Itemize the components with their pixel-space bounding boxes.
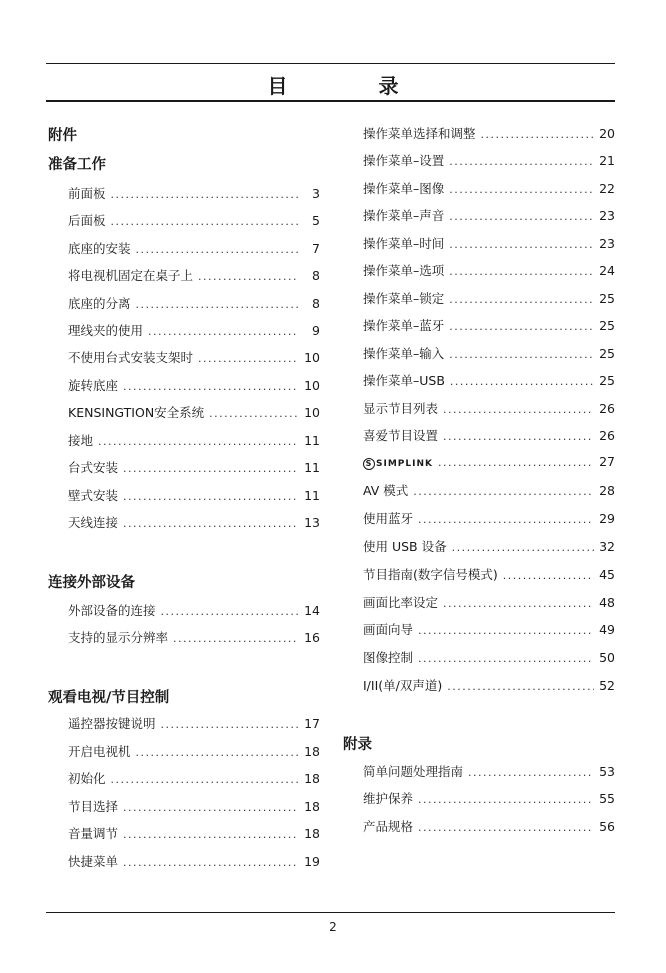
- toc-entry-label: 操作菜单选择和调整: [363, 126, 476, 141]
- dot-leader: [123, 856, 299, 869]
- toc-entry-label: 不使用台式安装支架时: [68, 350, 194, 365]
- toc-entry[interactable]: [363, 289, 615, 307]
- toc-entry-label: 操作菜单–设置: [363, 153, 445, 168]
- toc-entry-label: 使用蓝牙: [363, 511, 414, 526]
- toc-entry[interactable]: [363, 676, 615, 694]
- toc-entry-page: 32: [599, 539, 615, 554]
- dot-leader: [173, 632, 299, 645]
- toc-entry-page: 11: [304, 488, 320, 503]
- dot-leader: [449, 265, 594, 278]
- dot-leader: [123, 462, 299, 475]
- toc-entry[interactable]: [68, 239, 320, 257]
- toc-entry-page: 8: [312, 268, 320, 283]
- dot-leader: [418, 793, 594, 806]
- toc-entry-page: 25: [599, 291, 615, 306]
- toc-entry-label: 操作菜单–蓝牙: [363, 318, 445, 333]
- toc-entry-label: 产品规格: [363, 819, 414, 834]
- toc-entry-page: 26: [599, 401, 615, 416]
- toc-entry[interactable]: [68, 742, 320, 760]
- toc-entry-page: 11: [304, 460, 320, 475]
- dot-leader: [418, 652, 594, 665]
- toc-entry[interactable]: [363, 206, 615, 224]
- toc-entry-label: 底座的分离: [68, 296, 131, 311]
- toc-entry[interactable]: [363, 316, 615, 334]
- toc-entry-label: 显示节目列表: [363, 401, 439, 416]
- toc-entry[interactable]: [363, 261, 615, 279]
- toc-entry-page: 16: [304, 630, 320, 645]
- toc-entry-label: I/II(单/双声道): [363, 678, 443, 693]
- toc-entry-label: 操作菜单–USB: [363, 373, 445, 388]
- toc-entry-label: 喜爱节目设置: [363, 428, 439, 443]
- toc-entry-label: 遥控器按键说明: [68, 716, 156, 731]
- dot-leader: [449, 183, 594, 196]
- toc-entry-page: 5: [312, 213, 320, 228]
- toc-entry-label: 操作菜单–输入: [363, 346, 445, 361]
- toc-entry[interactable]: [363, 648, 615, 666]
- toc-entry-label: 支持的显示分辨率: [68, 630, 169, 645]
- dot-leader: [123, 828, 299, 841]
- toc-entry[interactable]: [363, 426, 615, 444]
- dot-leader: [449, 155, 594, 168]
- toc-entry-simplink[interactable]: [363, 454, 615, 472]
- toc-entry-label: 初始化: [68, 771, 106, 786]
- toc-entry-page: 18: [304, 771, 320, 786]
- toc-entry-page: 18: [304, 744, 320, 759]
- toc-entry[interactable]: [363, 565, 615, 583]
- toc-entry-label: 画面比率设定: [363, 595, 439, 610]
- toc-entry-page: 55: [599, 791, 615, 806]
- toc-entry[interactable]: [68, 797, 320, 815]
- dot-leader: [136, 298, 299, 311]
- toc-entry-page: 22: [599, 181, 615, 196]
- dot-leader: [198, 352, 299, 365]
- toc-entry[interactable]: [68, 403, 320, 421]
- toc-entry[interactable]: [363, 124, 615, 142]
- section-title-external-devices[interactable]: 连接外部设备: [48, 575, 135, 591]
- dot-leader: [449, 210, 594, 223]
- dot-leader: [111, 215, 299, 228]
- toc-entry-page: 50: [599, 650, 615, 665]
- toc-entry-label: 画面向导: [363, 622, 414, 637]
- toc-entry-label: KENSINGTION安全系统: [68, 405, 205, 420]
- toc-entry-label: 维护保养: [363, 791, 414, 806]
- toc-entry[interactable]: [363, 509, 615, 527]
- toc-entry[interactable]: [363, 481, 615, 499]
- toc-entry[interactable]: [68, 769, 320, 787]
- toc-entry-label: 接地: [68, 433, 94, 448]
- toc-entry[interactable]: [363, 762, 615, 780]
- dot-leader: [481, 128, 594, 141]
- toc-entry-page: 14: [304, 603, 320, 618]
- toc-entry-label: 开启电视机: [68, 744, 131, 759]
- dot-leader: [449, 320, 594, 333]
- page-number: 2: [329, 920, 337, 934]
- section-title-tv-control[interactable]: 观看电视/节目控制: [48, 690, 170, 706]
- toc-entry[interactable]: [363, 537, 615, 555]
- toc-entry-label: 底座的安装: [68, 241, 131, 256]
- toc-entry-page: 45: [599, 567, 615, 582]
- toc-entry[interactable]: [68, 486, 320, 504]
- toc-entry-label: 操作菜单–选项: [363, 263, 445, 278]
- toc-entry-label: 操作菜单–时间: [363, 236, 445, 251]
- dot-leader: [450, 375, 594, 388]
- toc-entry-label: 使用 USB 设备: [363, 539, 447, 554]
- dot-leader: [209, 407, 299, 420]
- toc-entry-label: 图像控制: [363, 650, 414, 665]
- toc-entry-page: 25: [599, 318, 615, 333]
- toc-entry[interactable]: [68, 601, 320, 619]
- section-title-appendix[interactable]: 附录: [343, 737, 372, 753]
- dot-leader: [503, 569, 594, 582]
- toc-entry[interactable]: [363, 817, 615, 835]
- dot-leader: [123, 490, 299, 503]
- toc-entry-page: 29: [599, 511, 615, 526]
- toc-entry-page: 56: [599, 819, 615, 834]
- toc-entry-page: 21: [599, 153, 615, 168]
- toc-entry-label: 操作菜单–图像: [363, 181, 445, 196]
- toc-entry[interactable]: [363, 399, 615, 417]
- dot-leader: [136, 746, 299, 759]
- dot-leader: [111, 773, 299, 786]
- dot-leader: [136, 243, 299, 256]
- dot-leader: [449, 238, 594, 251]
- toc-entry-label: 操作菜单–锁定: [363, 291, 445, 306]
- top-rule-thick: [46, 100, 615, 102]
- dot-leader: [418, 624, 594, 637]
- toc-entry-page: 28: [599, 483, 615, 498]
- toc-entry-label: 旋转底座: [68, 378, 119, 393]
- toc-entry-label: 台式安装: [68, 460, 119, 475]
- toc-entry-label: 快捷菜单: [68, 854, 119, 869]
- toc-entry-label: 简单问题处理指南: [363, 764, 464, 779]
- toc-entry[interactable]: [68, 513, 320, 531]
- dot-leader: [98, 435, 299, 448]
- toc-entry-label: 节目指南(数字信号模式): [363, 567, 498, 582]
- toc-entry-label: 壁式安装: [68, 488, 119, 503]
- toc-entry-page: 52: [599, 678, 615, 693]
- toc-entry-label: 后面板: [68, 213, 106, 228]
- dot-leader: [123, 801, 299, 814]
- toc-entry-page: 10: [304, 405, 320, 420]
- toc-entry[interactable]: [68, 266, 320, 284]
- toc-entry-page: 49: [599, 622, 615, 637]
- toc-entry[interactable]: [68, 348, 320, 366]
- dot-leader: [123, 517, 299, 530]
- simplink-logo: [363, 458, 433, 470]
- dot-leader: [418, 513, 594, 526]
- page-title: 目 录: [267, 74, 441, 98]
- toc-entry[interactable]: [68, 376, 320, 394]
- dot-leader: [443, 597, 594, 610]
- toc-entry-page: 25: [599, 373, 615, 388]
- toc-entry-page: 23: [599, 236, 615, 251]
- toc-entry[interactable]: [363, 234, 615, 252]
- toc-entry-page: 25: [599, 346, 615, 361]
- toc-entry-label: 理线夹的使用: [68, 323, 144, 338]
- toc-entry[interactable]: [68, 714, 320, 732]
- dot-leader: [413, 485, 594, 498]
- toc-entry[interactable]: [68, 458, 320, 476]
- toc-entry[interactable]: [68, 628, 320, 646]
- toc-entry-page: 24: [599, 263, 615, 278]
- simplink-ring-icon: S: [363, 458, 375, 470]
- toc-entry-label: 天线连接: [68, 515, 119, 530]
- bottom-rule: [46, 912, 615, 913]
- toc-entry-label: 节目选择: [68, 799, 119, 814]
- toc-entry-page: 18: [304, 826, 320, 841]
- toc-entry[interactable]: [68, 184, 320, 202]
- toc-entry-label: AV 模式: [363, 483, 409, 498]
- toc-entry-page: 27: [599, 454, 615, 469]
- dot-leader: [148, 325, 299, 338]
- toc-entry[interactable]: [68, 431, 320, 449]
- dot-leader: [443, 430, 594, 443]
- top-rule-thin: [46, 63, 615, 64]
- simplink-logo-text: SIMPLINK: [376, 459, 433, 469]
- toc-entry[interactable]: [363, 789, 615, 807]
- dot-leader: [123, 380, 299, 393]
- toc-entry[interactable]: [363, 371, 615, 389]
- toc-entry[interactable]: [68, 294, 320, 312]
- dot-leader: [111, 188, 299, 201]
- toc-entry-label: 前面板: [68, 186, 106, 201]
- section-title-accessories[interactable]: 附件: [48, 128, 77, 144]
- dot-leader: [161, 605, 299, 618]
- section-title-preparation[interactable]: 准备工作: [48, 157, 106, 173]
- toc-entry-label: 音量调节: [68, 826, 119, 841]
- dot-leader: [198, 270, 299, 283]
- toc-entry-page: 17: [304, 716, 320, 731]
- toc-entry[interactable]: [363, 151, 615, 169]
- dot-leader: [443, 403, 594, 416]
- dot-leader: [449, 293, 594, 306]
- dot-leader: [447, 680, 594, 693]
- toc-entry-page: 20: [599, 126, 615, 141]
- toc-entry-label: 将电视机固定在桌子上: [68, 268, 194, 283]
- dot-leader: [418, 821, 594, 834]
- toc-entry[interactable]: [363, 593, 615, 611]
- toc-entry-page: 9: [312, 323, 320, 338]
- toc-entry[interactable]: [68, 824, 320, 842]
- dot-leader: [452, 541, 594, 554]
- toc-entry-page: 7: [312, 241, 320, 256]
- toc-entry-page: 3: [312, 186, 320, 201]
- dot-leader: [468, 766, 594, 779]
- toc-entry[interactable]: [68, 321, 320, 339]
- toc-entry-page: 23: [599, 208, 615, 223]
- toc-entry-label: 操作菜单–声音: [363, 208, 445, 223]
- toc-entry-page: 48: [599, 595, 615, 610]
- toc-entry-page: 26: [599, 428, 615, 443]
- toc-entry[interactable]: [363, 179, 615, 197]
- toc-entry-page: 11: [304, 433, 320, 448]
- toc-entry[interactable]: [363, 344, 615, 362]
- toc-entry-page: 18: [304, 799, 320, 814]
- toc-entry[interactable]: [68, 852, 320, 870]
- toc-entry-page: 10: [304, 378, 320, 393]
- toc-entry-page: 13: [304, 515, 320, 530]
- toc-entry-page: 10: [304, 350, 320, 365]
- toc-entry-page: 19: [304, 854, 320, 869]
- toc-entry[interactable]: [363, 620, 615, 638]
- dot-leader: [438, 456, 594, 469]
- toc-entry-page: 53: [599, 764, 615, 779]
- toc-entry-page: 8: [312, 296, 320, 311]
- dot-leader: [161, 718, 299, 731]
- dot-leader: [449, 348, 594, 361]
- toc-entry[interactable]: [68, 211, 320, 229]
- toc-entry-label: 外部设备的连接: [68, 603, 156, 618]
